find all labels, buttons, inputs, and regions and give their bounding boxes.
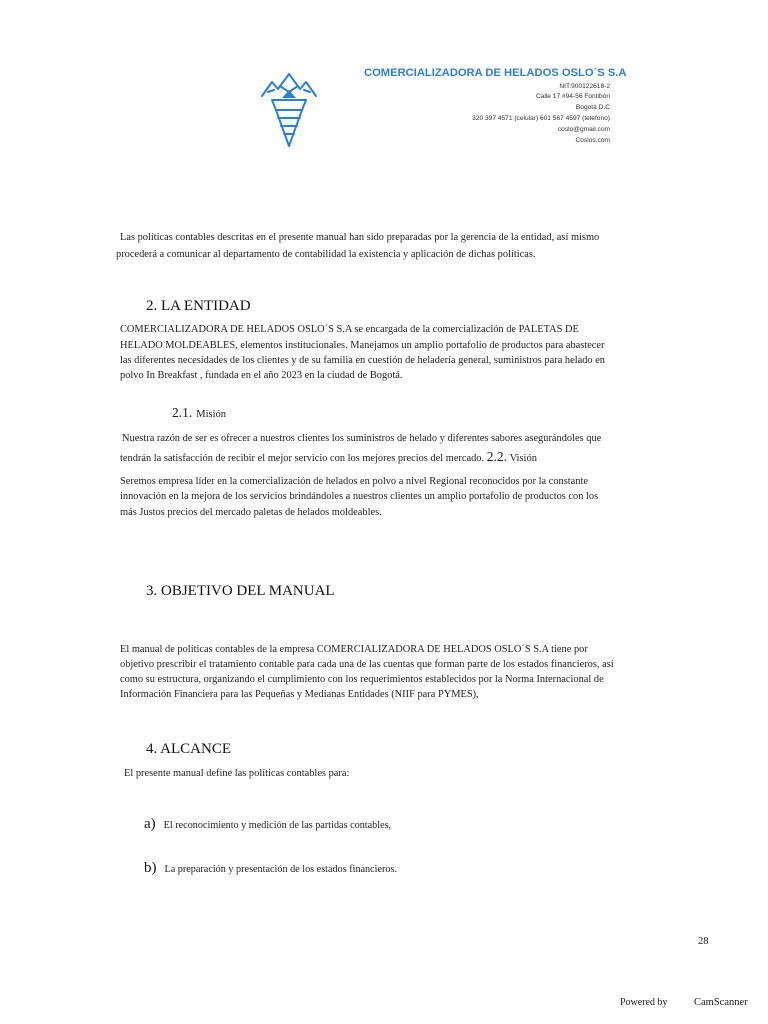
footer-powered-by: Powered by: [620, 997, 668, 1008]
mision-line-2-with-vision: [120, 449, 537, 467]
entidad-line: polvo In Breakfast , fundada en el año 2023 en la ciudad de Bogotá.: [120, 370, 403, 381]
vision-line: más Justos precios del mercado paletas de helados moldeables.: [120, 507, 382, 518]
section-heading-entidad: 2. LA ENTIDAD: [146, 298, 251, 314]
company-website: Coslos.com: [575, 137, 610, 144]
vision-label: Visión: [509, 453, 537, 464]
company-nit: NIT:900122618-2: [559, 83, 610, 90]
company-address: Calle 17 #94-56 Fontibón: [535, 93, 610, 100]
mision-label: Misión: [196, 409, 227, 420]
list-item: [144, 859, 397, 877]
vision-number: 2.2.: [486, 449, 507, 464]
section-heading-objetivo: 3. OBJETIVO DEL MANUAL: [146, 583, 335, 599]
entidad-line: las diferentes necesidades de los clientes y de su familia en cuestión de heladería general, suministros para helado en: [120, 355, 606, 366]
objetivo-line: como su estructura, organizando el cumplimiento con los requerimientos establecidos por la Norma Internacional de: [120, 674, 604, 685]
page-number: 28: [698, 936, 709, 947]
entidad-line: COMERCIALIZADORA DE HELADOS OSLO´S S.A se encargada de la comercialización de PALETAS DE: [120, 324, 579, 335]
mision-number: 2.1.: [172, 405, 193, 420]
vision-line: innovación en la mejora de los servicios brindándoles a nuestros clientes un amplio portafolio de productos con los: [120, 491, 599, 502]
footer-app-name: CamScanner: [694, 997, 748, 1008]
intro-line-1: Las políticas contables descritas en el presente manual han sido preparadas por la gerencia de la entidad, así mismo: [120, 232, 600, 243]
objetivo-line: El manual de políticas contables de la empresa COMERCIALIZADORA DE HELADOS OSLO´S S.A tiene por: [120, 644, 588, 655]
mision-line-1: Nuestra razón de ser es ofrecer a nuestros clientes los suministros de helado y diferentes sabores asegurándoles que: [122, 433, 602, 444]
objetivo-line: objetivo prescribir el tratamiento contable para cada una de las cuentas que forman parte de los estados financieros, así: [120, 659, 614, 670]
list-item-text: El reconocimiento y medición de las partidas contables,: [163, 820, 392, 831]
vision-line: Seremos empresa líder en la comercialización de helados en polvo a nivel Regional reconocidos por la constante: [120, 476, 588, 487]
company-email: coslo@gmail.com: [557, 126, 610, 133]
entidad-line: HELADO MOLDEABLES, elementos institucionales. Manejamos un amplio portafolio de productos para abastecer: [120, 340, 605, 351]
company-phones: 320 397 4571 (celular) 601 567 4597 (telefono): [472, 115, 610, 122]
objetivo-line: Información Financiera para las Pequeñas y Medianas Entidades (NIIF para PYMES),: [120, 689, 479, 700]
alcance-intro: El presente manual define las políticas contables para:: [124, 768, 350, 779]
company-city: Bogotá D.C: [575, 104, 610, 111]
mision-line-2: tendrán la satisfacción de recibir el mejor servicio con los mejores precios del mercado.: [120, 453, 485, 464]
section-heading-alcance: 4. ALCANCE: [146, 741, 232, 757]
list-item-letter: b): [144, 860, 157, 876]
intro-line-2: procederá a comunicar al departamento de contabilidad la existencia y aplicación de dichas políticas.: [116, 249, 536, 260]
list-item: [144, 815, 391, 833]
company-name: COMERCIALIZADORA DE HELADOS OSLO´S S.A: [364, 67, 627, 79]
list-item-text: La preparación y presentación de los estados financieros.: [164, 864, 398, 875]
list-item-letter: a): [144, 816, 156, 832]
subheading-mision: [172, 404, 226, 422]
company-logo: [258, 70, 320, 148]
